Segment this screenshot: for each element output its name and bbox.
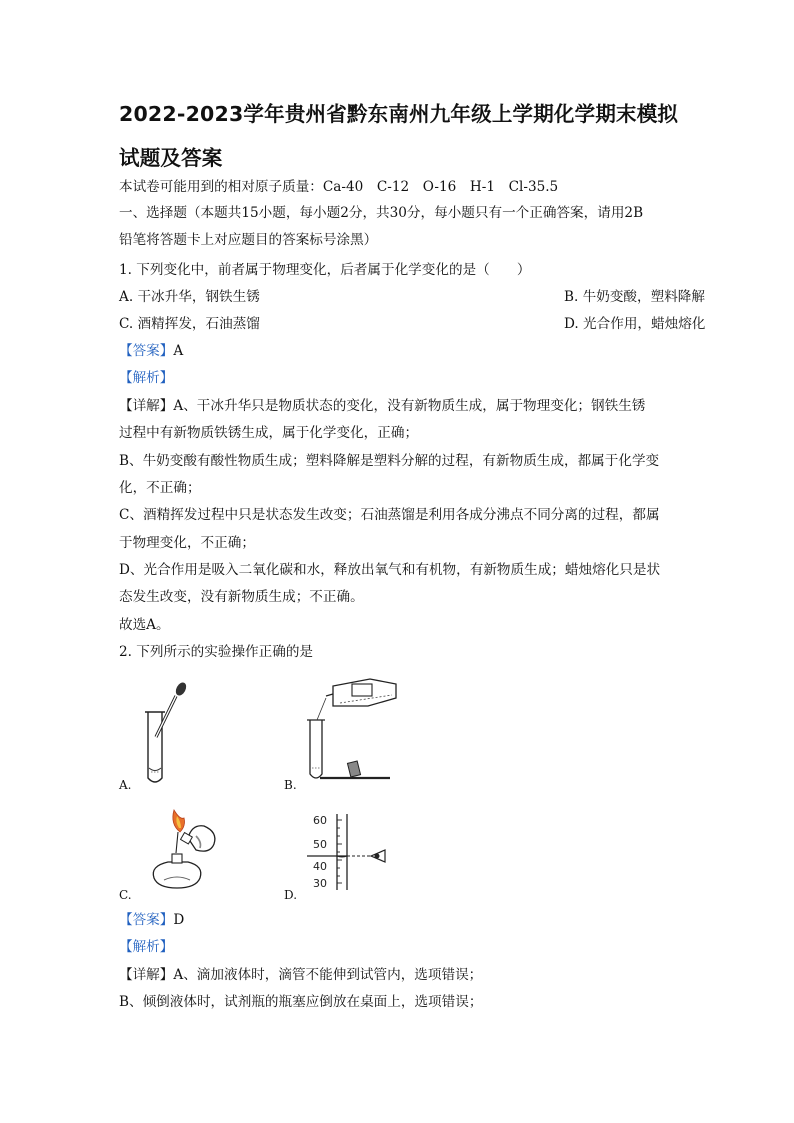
q2-answer bbox=[119, 911, 184, 929]
q1-detail-line-2: 过程中有新物质铁锈生成，属于化学变化，正确； bbox=[119, 425, 419, 441]
q2-answer-value: D bbox=[173, 912, 185, 928]
analysis-tag: 【解析】 bbox=[119, 370, 174, 386]
figure-d-graduated-cylinder bbox=[305, 812, 395, 892]
q1-option-a: A. 干冰升华，钢铁生锈 bbox=[119, 289, 260, 305]
figure-c-label: C. bbox=[119, 888, 132, 902]
answer-tag: 【答案】 bbox=[119, 912, 174, 928]
figure-a-dropper-in-tube bbox=[138, 682, 198, 787]
q1-detail-line-5: C、酒精挥发过程中只是状态发生改变；石油蒸馏是利用各成分沸点不同分离的过程，都属 bbox=[119, 507, 660, 523]
figure-b-pouring-liquid bbox=[300, 676, 410, 786]
q1-conclusion: 故选A。 bbox=[119, 617, 170, 633]
section-heading-cont: 铅笔将答题卡上对应题目的答案标号涂黑） bbox=[119, 232, 378, 248]
cylinder-tick-50: 50 bbox=[313, 838, 327, 851]
q1-option-c: C. 酒精挥发，石油蒸馏 bbox=[119, 316, 260, 332]
q1-option-b: B. 牛奶变酸，塑料降解 bbox=[564, 289, 705, 305]
q1-detail-line-4: 化，不正确； bbox=[119, 480, 201, 496]
q1-options-row1 bbox=[119, 288, 705, 306]
q1-detail-line-8: 态发生改变，没有新物质生成；不正确。 bbox=[119, 589, 364, 605]
atomic-masses-note: 本试卷可能用到的相对原子质量：Ca-40 C-12 O-16 H-1 Cl-35.5 bbox=[119, 179, 559, 195]
figure-c-alcohol-lamp bbox=[140, 806, 230, 896]
q1-detail-text-1: A、干冰升华只是物质状态的变化，没有新物质生成，属于物理变化；钢铁生锈 bbox=[173, 398, 646, 414]
analysis-tag: 【解析】 bbox=[119, 939, 174, 955]
figure-b-label: B. bbox=[284, 778, 297, 792]
q1-detail-line-1 bbox=[119, 397, 645, 415]
q2-detail-line-1 bbox=[119, 966, 482, 984]
doc-title-line1: 2022-2023学年贵州省黔东南州九年级上学期化学期末模拟 bbox=[119, 102, 679, 126]
q2-detail-text-1: A、滴加液体时，滴管不能伸到试管内，选项错误； bbox=[173, 967, 483, 983]
q1-options-row2 bbox=[119, 315, 706, 333]
q1-answer-value: A bbox=[173, 343, 184, 359]
section-heading: 一、选择题（本题共15小题，每小题2分，共30分，每小题只有一个正确答案，请用2B bbox=[119, 205, 644, 221]
q2-detail-line-2: B、倾倒液体时，试剂瓶的瓶塞应倒放在桌面上，选项错误； bbox=[119, 994, 483, 1010]
q1-detail-line-6: 于物理变化，不正确； bbox=[119, 535, 255, 551]
q2-analysis-tag bbox=[119, 938, 173, 956]
doc-title-line2: 试题及答案 bbox=[119, 146, 223, 170]
q1-detail-line-7: D、光合作用是吸入二氧化碳和水，释放出氧气和有机物，有新物质生成；蜡烛熔化只是状 bbox=[119, 562, 661, 578]
cylinder-tick-30: 30 bbox=[313, 877, 327, 890]
detail-tag: 【详解】 bbox=[119, 398, 174, 414]
figure-a-label: A. bbox=[119, 778, 132, 792]
q1-answer bbox=[119, 342, 183, 360]
q1-detail-line-3: B、牛奶变酸有酸性物质生成；塑料降解是塑料分解的过程，有新物质生成，都属于化学变 bbox=[119, 453, 660, 469]
q2-stem: 2. 下列所示的实验操作正确的是 bbox=[119, 644, 314, 660]
q1-stem: 1. 下列变化中，前者属于物理变化，后者属于化学变化的是（ ） bbox=[119, 262, 531, 278]
detail-tag: 【详解】 bbox=[119, 967, 174, 983]
cylinder-tick-60: 60 bbox=[313, 814, 327, 827]
q1-option-d: D. 光合作用，蜡烛熔化 bbox=[564, 316, 706, 332]
figure-d-label: D. bbox=[284, 888, 298, 902]
cylinder-tick-40: 40 bbox=[313, 860, 327, 873]
answer-tag: 【答案】 bbox=[119, 343, 174, 359]
q1-analysis-tag bbox=[119, 369, 173, 387]
